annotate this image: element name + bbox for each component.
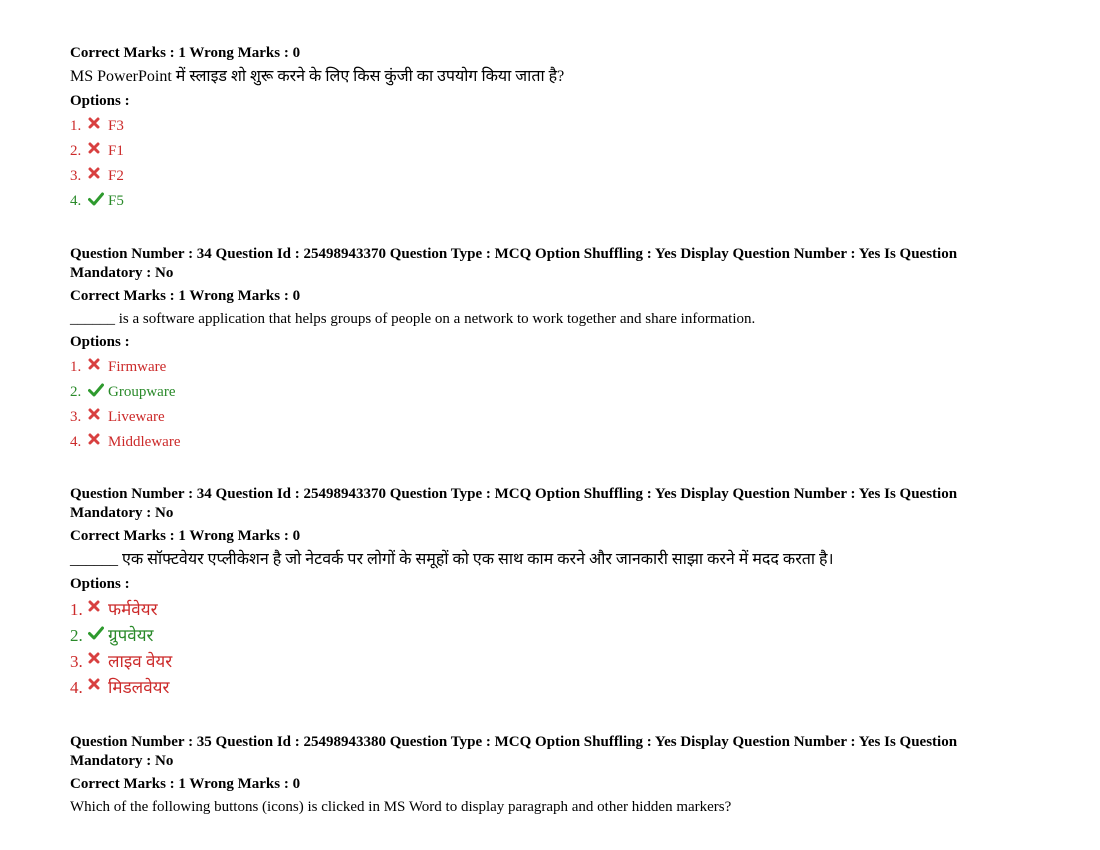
marks-line: Correct Marks : 1 Wrong Marks : 0 <box>70 776 301 792</box>
option-number: 4. <box>70 193 82 209</box>
option-text: लाइव वेयर <box>108 652 173 671</box>
option-number: 2. <box>70 626 83 645</box>
question-block-34-hindi <box>70 485 1000 698</box>
option-item <box>70 192 1000 211</box>
option-text: Groupware <box>108 384 176 400</box>
question-text: MS PowerPoint में स्लाइड शो शुरू करने के लिए किस कुंजी का उपयोग किया जाता है? <box>70 68 565 85</box>
marks-line: Correct Marks : 1 Wrong Marks : 0 <box>70 288 301 304</box>
question-meta: Question Number : 34 Question Id : 25498943370 Question Type : MCQ Option Shuffling : Yes Display Question Number : Yes Is Question Mandatory : No <box>70 486 958 521</box>
option-item <box>70 600 1000 620</box>
cross-icon <box>88 678 102 692</box>
option-item <box>70 626 1000 646</box>
question-text: Which of the following buttons (icons) is clicked in MS Word to display paragraph and other hidden markers? <box>70 799 732 815</box>
cross-icon <box>88 652 102 666</box>
option-item <box>70 358 1000 377</box>
option-item <box>70 652 1000 672</box>
option-text: F3 <box>108 118 124 134</box>
option-text: ग्रुपवेयर <box>108 626 154 645</box>
option-number: 4. <box>70 678 83 697</box>
option-text: मिडलवेयर <box>108 678 170 697</box>
question-block-35 <box>70 733 1000 817</box>
option-number: 3. <box>70 652 83 671</box>
marks-line: Correct Marks : 1 Wrong Marks : 0 <box>70 528 301 544</box>
check-icon <box>88 192 102 206</box>
option-number: 1. <box>70 118 82 134</box>
option-number: 1. <box>70 359 82 375</box>
options-label: Options : <box>70 576 130 592</box>
option-item <box>70 408 1000 427</box>
option-text: F5 <box>108 193 124 209</box>
question-text: ______ is a software application that helps groups of people on a network to work together and share information. <box>70 311 756 327</box>
question-meta: Question Number : 34 Question Id : 25498943370 Question Type : MCQ Option Shuffling : Yes Display Question Number : Yes Is Question Mandatory : No <box>70 246 958 281</box>
option-text: F1 <box>108 143 124 159</box>
check-icon <box>88 383 102 397</box>
cross-icon <box>88 142 102 156</box>
option-number: 1. <box>70 600 83 619</box>
options-label: Options : <box>70 334 130 350</box>
question-meta: Question Number : 35 Question Id : 25498943380 Question Type : MCQ Option Shuffling : Yes Display Question Number : Yes Is Question Mandatory : No <box>70 734 958 769</box>
option-text: Firmware <box>108 359 167 375</box>
option-number: 3. <box>70 168 82 184</box>
option-text: Liveware <box>108 409 165 425</box>
question-paper-page <box>70 40 1000 817</box>
question-text: ______ एक सॉफ्टवेयर एप्लीकेशन है जो नेटवर्क पर लोगों के समूहों को एक साथ काम करने और जानकारी साझा करने में मदद करता है। <box>70 551 834 568</box>
cross-icon <box>88 408 102 422</box>
option-item <box>70 678 1000 698</box>
cross-icon <box>88 600 102 614</box>
option-number: 4. <box>70 434 82 450</box>
question-block-34-english <box>70 245 1000 452</box>
option-item <box>70 433 1000 452</box>
option-number: 2. <box>70 384 82 400</box>
option-item <box>70 142 1000 161</box>
marks-line: Correct Marks : 1 Wrong Marks : 0 <box>70 45 301 61</box>
options-label: Options : <box>70 93 130 109</box>
option-number: 3. <box>70 409 82 425</box>
option-item <box>70 383 1000 402</box>
option-item <box>70 167 1000 186</box>
option-text: Middleware <box>108 434 181 450</box>
cross-icon <box>88 358 102 372</box>
question-block-33 <box>70 44 1000 211</box>
check-icon <box>88 626 102 640</box>
cross-icon <box>88 167 102 181</box>
option-text: फर्मवेयर <box>108 600 158 619</box>
option-text: F2 <box>108 168 124 184</box>
cross-icon <box>88 433 102 447</box>
option-number: 2. <box>70 143 82 159</box>
option-item <box>70 117 1000 136</box>
cross-icon <box>88 117 102 131</box>
